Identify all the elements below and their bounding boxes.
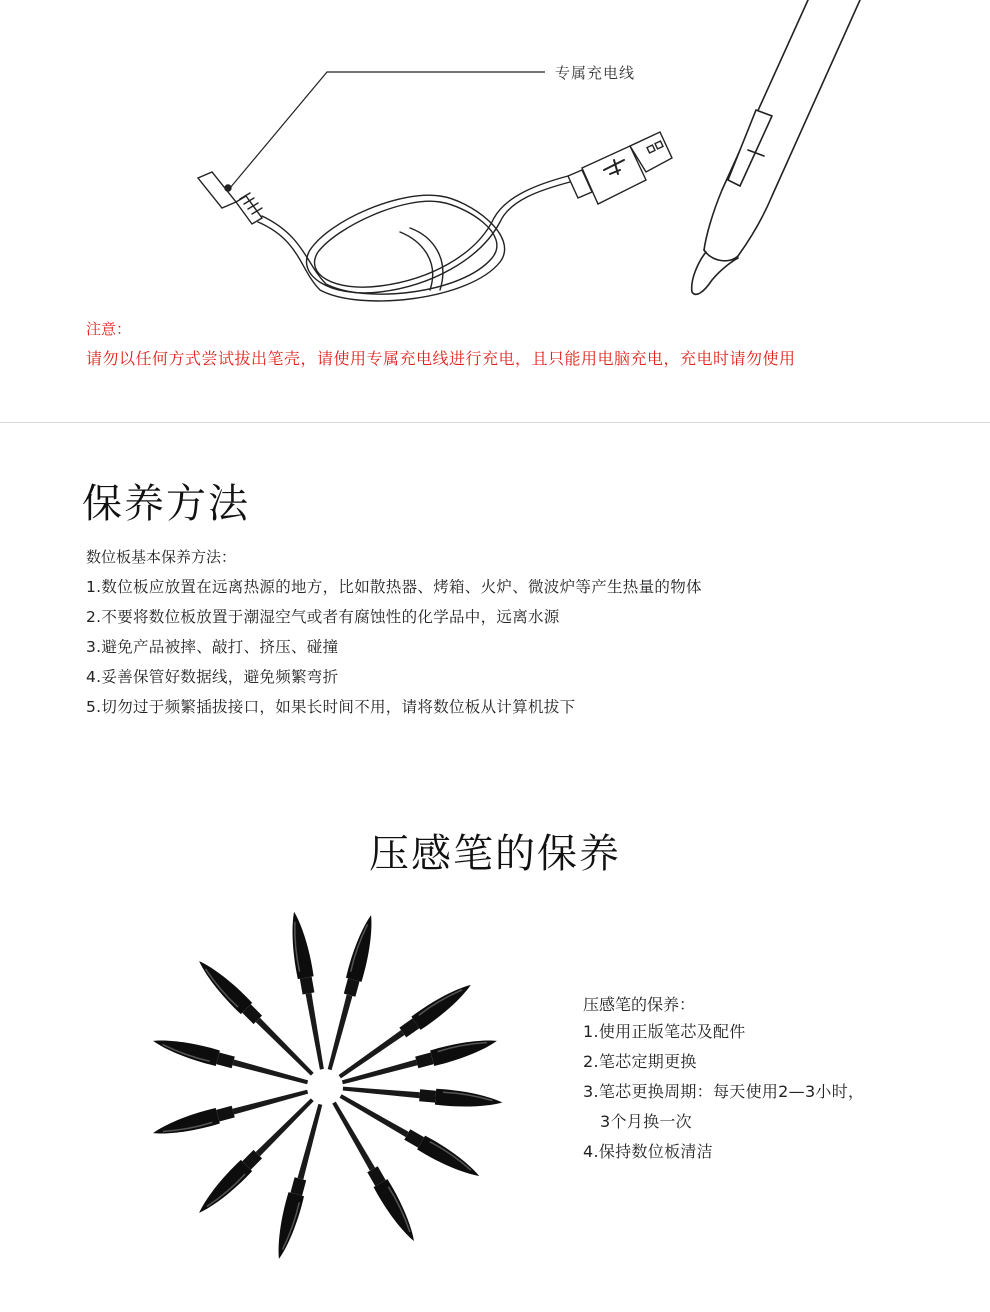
pen-nibs-photo	[110, 905, 580, 1285]
maintenance-item: 5.切勿过于频繁插拔接口，如果长时间不用，请将数位板从计算机拔下	[86, 698, 576, 716]
pen-care-item: 2.笔芯定期更换	[583, 1052, 697, 1071]
pen-care-item: 3.笔芯更换周期：每天使用2—3小时，	[583, 1082, 865, 1101]
maintenance-item: 1.数位板应放置在远离热源的地方，比如散热器、烤箱、火炉、微波炉等产生热量的物体	[86, 578, 702, 596]
charging-cable-drawing	[198, 132, 672, 301]
pen-nib	[322, 913, 379, 1072]
pen-care-heading: 压感笔的保养	[369, 831, 621, 877]
callout-leader-line	[230, 72, 545, 188]
pen-nib	[271, 1102, 328, 1261]
pen-nib	[151, 1084, 310, 1141]
pen-nib	[286, 910, 330, 1070]
charging-cable-label: 专属充电线	[555, 64, 636, 82]
pen-nib	[342, 1080, 503, 1110]
pen-care-item: 3个月换一次	[600, 1112, 692, 1131]
pen-care-item: 4.保持数位板清洁	[583, 1142, 713, 1161]
maintenance-intro: 数位板基本保养方法：	[86, 548, 237, 566]
maintenance-item: 2.不要将数位板放置于潮湿空气或者有腐蚀性的化学品中，远离水源	[86, 608, 560, 626]
pen-care-intro: 压感笔的保养：	[583, 995, 696, 1014]
maintenance-item: 4.妥善保管好数据线，避免频繁弯折	[86, 668, 339, 686]
cable-and-pen-illustration	[0, 0, 990, 310]
section-divider	[0, 422, 990, 423]
maintenance-list	[86, 576, 702, 726]
pen-care-list	[583, 1020, 864, 1170]
notice-title: 注意：	[86, 320, 132, 338]
maintenance-heading: 保养方法	[82, 481, 250, 527]
pen-nib	[327, 1099, 421, 1246]
stylus-pen-drawing	[692, 0, 860, 294]
notice-body: 请勿以任何方式尝试拔出笔壳，请使用专属充电线进行充电，且只能用电脑充电，充电时请勿使用	[86, 349, 796, 368]
maintenance-item: 3.避免产品被摔、敲打、挤压、碰撞	[86, 638, 339, 656]
pen-nib	[151, 1033, 310, 1090]
pen-care-item: 1.使用正版笔芯及配件	[583, 1022, 746, 1041]
